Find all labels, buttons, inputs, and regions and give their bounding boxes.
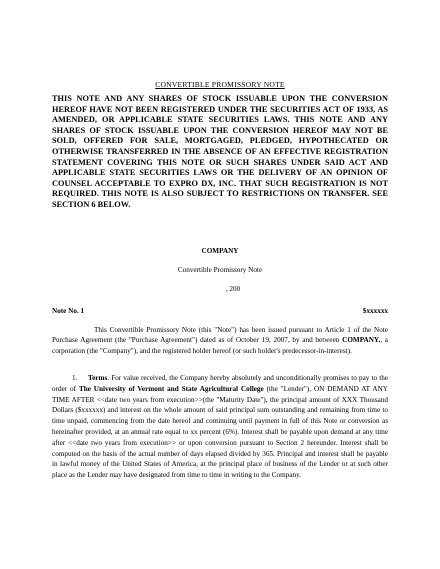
note-number: Note No. 1: [52, 306, 85, 315]
note-number-row: [52, 307, 388, 315]
terms-paragraph: [52, 373, 388, 481]
date-line: , 200: [225, 284, 241, 293]
document-title: CONVERTIBLE PROMISSORY NOTE: [155, 80, 285, 89]
intro-company-name: COMPANY.: [342, 336, 381, 345]
securities-legend: THIS NOTE AND ANY SHARES OF STOCK ISSUABLE UPON THE CONVERSION HEREOF HAVE NOT BEEN REGISTERED UNDER THE SECURITIES ACT OF 1933, AS AMENDED, OR APPLICABLE STATE SECURITIES LAWS. THIS NOTE AND ANY SHARES OF STOCK ISSUABLE UPON THE CONVERSION HEREOF MAY NOT BE SOLD, OFFERED FOR SALE, MORTGAGED, PLEDGED, HYPOTHECATED OR OTHERWISE TRANSFERRED IN THE ABSENCE OF AN EFFECTIVE REGISTRATION STATEMENT COVERING THIS NOTE OR SUCH SHARES UNDER SAID ACT AND APPLICABLE STATE SECURITIES LAWS OR THE DELIVERY OF AN OPINION OF COUNSEL ACCEPTABLE TO EXPRO DX, INC. THAT SUCH REGISTRATION IS NOT REQUIRED. THIS NOTE IS ALSO SUBJECT TO RESTRICTIONS ON TRANSFER. SEE SECTION 6 BELOW.: [52, 94, 388, 209]
terms-lender-name: The University of Vermont and State Agricultural College: [78, 384, 264, 393]
intro-text-1: This Convertible Promissory Note (this "Note") has been issued pursuant to Article 1 of the Note Purchase Agreement (the "Purchase Agreement") dated as of October 19, 2007, by and between: [52, 325, 388, 345]
note-subtitle: Convertible Promissory Note: [177, 265, 263, 274]
terms-number: 1.: [72, 373, 78, 382]
terms-text-2: (the "Lender"), ON DEMAND AT ANY TIME AFTER <<date two years from execution>>(the "Maturity Date"), the principal amount of XXX Thousand Dollars ($xxxxxx) and interest on the whole amount of said principal sum outstanding and remaining from time to time unpaid, commencing from the date hereof and continuing until payment in full of this Note or conversion as hereinafter provided, at an annual rate equal to xx percent (6%). Interest shall be payable upon demand at any time after <<date two years from execution>> or upon conversion pursuant to Section 2 hereunder. Interest shall be computed on the basis of the actual number of days elapsed divided by 365. Principal and interest shall be payable in lawful money of the United States of America, at the principal place of business of the Lender or at such other place as the Lender may have designated from time to time in writing to the Company.: [52, 384, 388, 480]
company-heading: COMPANY: [201, 246, 239, 255]
intro-paragraph: [52, 325, 388, 357]
terms-heading: Terms: [87, 373, 108, 382]
intro-text-2: , a corporation (the "Company"), and the registered holder hereof (or such holder's predecessor-in-interest).: [52, 336, 388, 356]
terms-text-1: . For value received, the Company hereby absolutely and unconditionally promises to pay to the order of: [52, 373, 388, 393]
note-amount: $xxxxxx: [362, 306, 388, 315]
